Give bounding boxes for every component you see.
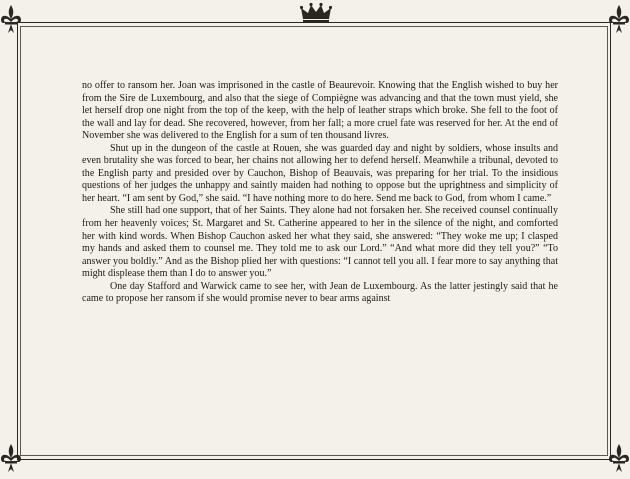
paragraph: no offer to ransom her. Joan was imprisoned in the castle of Beaurevoir. Knowing that the English wished to buy her from the Sire de Luxembourg, and also that the siege of Compiègne was advancing and that the town must yield, she let herself drop one night from the top of the keep, with the help of leather straps which broke. She fell to the foot of the wall and lay for dead. She recovered, however, from her fall; a more cruel fate was reserved for her. At the end of November she was delivered to the English for a sum of ten thousand livres. (82, 80, 558, 142)
body-text (82, 80, 558, 306)
paragraph: Shut up in the dungeon of the castle at Rouen, she was guarded day and night by soldiers, whose insults and even brutality she was forced to bear, her chains not allowing her to defend herself. Meanwhile a tribunal, devoted to the English party and presided over by Cauchon, Bishop of Beauvais, was preparing for her trial. To the insidious questions of her judges the unhappy and saintly maiden had nothing to oppose but the uprightness and simplicity of her heart. “I am sent by God,” she said. “I have nothing more to do here. Send me back to God, from whom I came.” (82, 142, 558, 204)
fleur-de-lis-icon (0, 443, 22, 473)
crown-icon (300, 2, 332, 24)
fleur-de-lis-icon (0, 4, 22, 34)
fleur-de-lis-icon (608, 4, 630, 34)
fleur-de-lis-icon (608, 443, 630, 473)
paragraph: She still had one support, that of her Saints. They alone had not forsaken her. She received counsel continually from her heavenly voices; St. Margaret and St. Catherine appeared to her in the silence of the night, and comforted her with kind words. When Bishop Cauchon asked her what they said, she answered: “They woke me up; I clasped my hands and asked them to counsel me. They told me to ask our Lord.” “And what more did they tell you?” “To answer you boldly.” And as the Bishop plied her with questions: “I cannot tell you all. I fear more to say anything that might displease them than I do to answer you.” (82, 205, 558, 280)
paragraph: One day Stafford and Warwick came to see her, with Jean de Luxembourg. As the latter jestingly said that he came to propose her ransom if she would promise never to bear arms against (82, 280, 558, 305)
